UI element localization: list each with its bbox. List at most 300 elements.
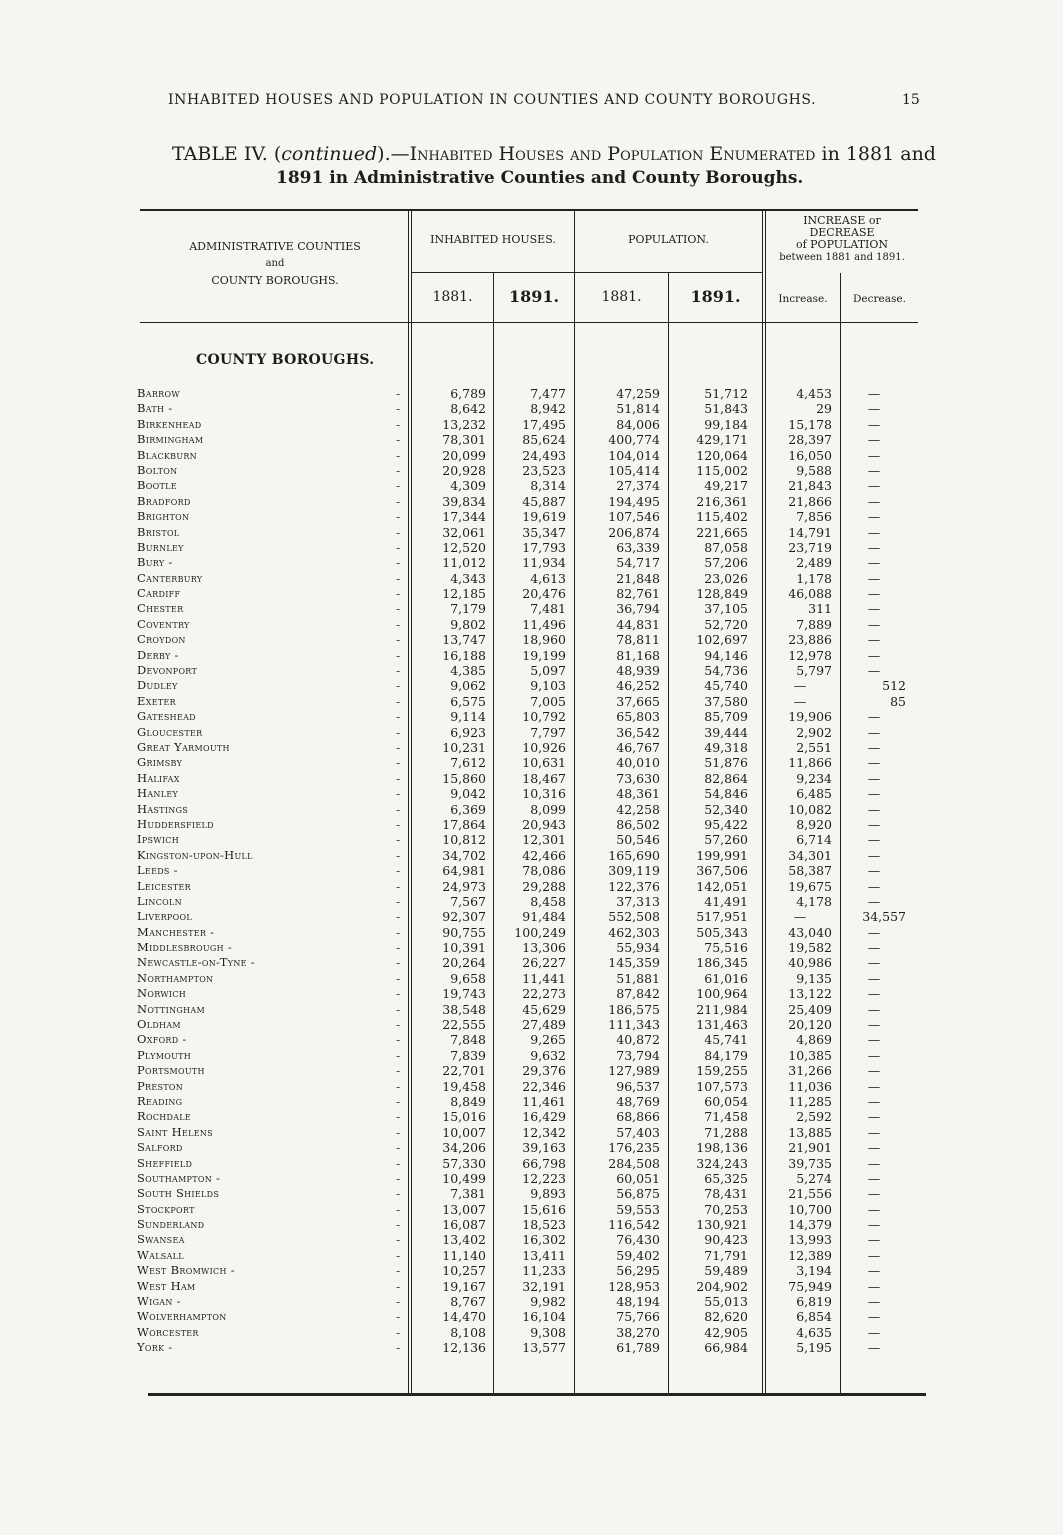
population-1891: 51,712	[704, 386, 748, 401]
houses-1881: 15,016	[442, 1109, 486, 1125]
population-1881: 56,875	[616, 1186, 660, 1202]
increase-value: 4,869	[796, 1032, 832, 1048]
houses-1881: 4,343	[450, 570, 486, 586]
population-1881: 87,842	[616, 986, 660, 1002]
borough-name: Chester	[137, 601, 184, 616]
houses-1891: 13,577	[522, 1340, 566, 1356]
houses-1881: 10,812	[442, 832, 486, 848]
houses-1881: 14,470	[442, 1309, 486, 1325]
leader-dash: -	[396, 816, 401, 832]
increase-value: 13,885	[788, 1124, 832, 1140]
decrease-value: —	[867, 1186, 881, 1202]
increase-value: 43,040	[788, 924, 832, 940]
table-bottom-rule	[148, 1393, 926, 1396]
houses-1891: 29,288	[522, 878, 566, 894]
decrease-value: —	[867, 940, 881, 956]
houses-1881: 6,789	[450, 386, 486, 401]
population-1881: 82,761	[616, 586, 660, 602]
population-1891: 142,051	[696, 878, 748, 894]
increase-value: 4,178	[796, 893, 832, 909]
leader-dash: -	[396, 786, 401, 802]
header-pop-1881: 1881.	[601, 289, 642, 305]
table-row	[0, 1079, 1063, 1094]
decrease-value: —	[867, 1170, 881, 1186]
header-of-population: of POPULATION	[795, 238, 889, 251]
houses-1891: 8,458	[530, 893, 566, 909]
leader-dash: -	[396, 416, 401, 432]
leader-dash: -	[396, 893, 401, 909]
table-row	[0, 1186, 1063, 1201]
decrease-value: —	[867, 555, 881, 571]
decrease-value: —	[867, 1078, 881, 1094]
increase-value: 3,194	[796, 1263, 832, 1279]
population-1891: 66,984	[704, 1340, 748, 1356]
leader-dash: -	[396, 693, 401, 709]
increase-value: 6,714	[796, 832, 832, 848]
leader-dash: -	[396, 1078, 401, 1094]
header-between: between 1881 and 1891.	[779, 252, 905, 263]
leader-dash: -	[396, 462, 401, 478]
table-row	[0, 725, 1063, 740]
table-row	[0, 663, 1063, 678]
houses-1891: 66,798	[522, 1155, 566, 1171]
increase-value: 6,854	[796, 1309, 832, 1325]
leader-dash: -	[396, 770, 401, 786]
borough-name: Reading	[137, 1093, 183, 1108]
increase-value: 14,379	[788, 1217, 832, 1233]
increase-value: 8,920	[796, 816, 832, 832]
population-1891: 107,573	[696, 1078, 748, 1094]
increase-value: 2,551	[796, 739, 832, 755]
population-1891: 59,489	[704, 1263, 748, 1279]
houses-1891: 10,316	[522, 786, 566, 802]
table-row	[0, 1248, 1063, 1263]
houses-1881: 9,062	[450, 678, 486, 694]
population-1891: 55,013	[704, 1294, 748, 1310]
population-1881: 40,872	[616, 1032, 660, 1048]
increase-value: 34,301	[788, 847, 832, 863]
population-1891: 37,105	[704, 601, 748, 617]
houses-1891: 9,893	[530, 1186, 566, 1202]
population-1891: 51,876	[704, 755, 748, 771]
population-1891: 324,243	[696, 1155, 748, 1171]
leader-dash: -	[396, 1155, 401, 1171]
population-1891: 429,171	[696, 432, 748, 448]
population-1891: 90,423	[704, 1232, 748, 1248]
borough-name: Croydon	[137, 632, 186, 647]
leader-dash: -	[396, 1294, 401, 1310]
leader-dash: -	[396, 601, 401, 617]
borough-name: Norwich	[137, 986, 187, 1001]
houses-1891: 11,461	[522, 1093, 566, 1109]
decrease-value: —	[867, 801, 881, 817]
borough-name: West Ham	[137, 1278, 196, 1293]
table-row	[0, 1109, 1063, 1124]
table-row	[0, 555, 1063, 570]
population-1891: 120,064	[696, 447, 748, 463]
decrease-value: —	[867, 524, 881, 540]
houses-1881: 13,007	[442, 1201, 486, 1217]
houses-1881: 8,849	[450, 1093, 486, 1109]
leader-dash: -	[396, 555, 401, 571]
population-1881: 59,553	[616, 1201, 660, 1217]
decrease-value: —	[867, 755, 881, 771]
houses-1881: 13,402	[442, 1232, 486, 1248]
borough-name: Sunderland	[137, 1217, 205, 1232]
houses-1881: 10,257	[442, 1263, 486, 1279]
table-row	[0, 709, 1063, 724]
increase-value: 2,592	[796, 1109, 832, 1125]
population-1891: 51,843	[704, 401, 748, 417]
title-small-caps: Inhabited Houses and Population Enumerated	[409, 143, 816, 165]
table-row	[0, 925, 1063, 940]
leader-dash: -	[396, 1278, 401, 1294]
increase-value: 14,791	[788, 524, 832, 540]
table-row	[0, 1217, 1063, 1232]
borough-name: Exeter	[137, 693, 176, 708]
leader-dash: -	[396, 955, 401, 971]
borough-name: Devonport	[137, 663, 198, 678]
decrease-value: —	[867, 955, 881, 971]
decrease-value: —	[867, 416, 881, 432]
leader-dash: -	[396, 1247, 401, 1263]
increase-value: 5,195	[796, 1340, 832, 1356]
decrease-value: —	[867, 847, 881, 863]
population-1881: 96,537	[616, 1078, 660, 1094]
table-row	[0, 586, 1063, 601]
houses-1881: 8,642	[450, 401, 486, 417]
houses-1881: 57,330	[442, 1155, 486, 1171]
leader-dash: -	[396, 878, 401, 894]
houses-1891: 19,199	[522, 647, 566, 663]
population-1881: 104,014	[608, 447, 660, 463]
houses-1881: 19,458	[442, 1078, 486, 1094]
leader-dash: -	[396, 801, 401, 817]
houses-1881: 34,206	[442, 1140, 486, 1156]
leader-dash: -	[396, 924, 401, 940]
population-1881: 81,168	[616, 647, 660, 663]
leader-dash: -	[396, 678, 401, 694]
houses-1891: 9,103	[530, 678, 566, 694]
houses-1891: 39,163	[522, 1140, 566, 1156]
houses-1891: 9,265	[530, 1032, 566, 1048]
population-1891: 87,058	[704, 539, 748, 555]
population-1891: 367,506	[696, 863, 748, 879]
increase-value: 1,178	[796, 570, 832, 586]
houses-1881: 12,185	[442, 586, 486, 602]
houses-1881: 10,231	[442, 739, 486, 755]
increase-value: —	[793, 693, 807, 709]
table-row	[0, 986, 1063, 1001]
table-row	[0, 463, 1063, 478]
houses-1891: 12,342	[522, 1124, 566, 1140]
borough-name: Lincoln	[137, 893, 182, 908]
increase-value: 58,387	[788, 863, 832, 879]
decrease-value: —	[867, 1001, 881, 1017]
decrease-value: —	[867, 1032, 881, 1048]
borough-name: Brighton	[137, 509, 190, 524]
population-1881: 55,934	[616, 940, 660, 956]
decrease-value: —	[867, 739, 881, 755]
header-county-boroughs: COUNTY BOROUGHS.	[211, 274, 339, 287]
population-1881: 48,769	[616, 1093, 660, 1109]
borough-name: Northampton	[137, 970, 214, 985]
houses-1881: 7,839	[450, 1047, 486, 1063]
title-prefix: TABLE IV. (	[172, 143, 282, 165]
population-1891: 78,431	[704, 1186, 748, 1202]
decrease-value: —	[867, 970, 881, 986]
population-1891: 517,951	[696, 909, 748, 925]
houses-1881: 64,981	[442, 863, 486, 879]
population-1891: 130,921	[696, 1217, 748, 1233]
population-1891: 37,580	[704, 693, 748, 709]
population-1891: 85,709	[704, 709, 748, 725]
houses-1881: 19,743	[442, 986, 486, 1002]
decrease-value: —	[867, 878, 881, 894]
leader-dash: -	[396, 709, 401, 725]
borough-name: Hanley	[137, 786, 179, 801]
leader-dash: -	[396, 1324, 401, 1340]
houses-1891: 9,308	[530, 1324, 566, 1340]
table-row	[0, 1125, 1063, 1140]
decrease-value: —	[867, 601, 881, 617]
decrease-value: —	[867, 386, 881, 401]
leader-dash: -	[396, 1093, 401, 1109]
table-row	[0, 571, 1063, 586]
table-row	[0, 678, 1063, 693]
table-row	[0, 879, 1063, 894]
increase-value: 9,135	[796, 970, 832, 986]
table-row	[0, 1017, 1063, 1032]
population-1881: 68,866	[616, 1109, 660, 1125]
header-inhabited-houses: INHABITED HOUSES.	[430, 233, 556, 246]
population-1891: 99,184	[704, 416, 748, 432]
houses-1881: 6,575	[450, 693, 486, 709]
decrease-value: 34,557	[862, 909, 906, 925]
increase-value: 4,635	[796, 1324, 832, 1340]
decrease-value: —	[867, 986, 881, 1002]
decrease-value: —	[867, 509, 881, 525]
leader-dash: -	[396, 832, 401, 848]
borough-name: Worcester	[137, 1324, 199, 1339]
header-bottom-rule	[140, 322, 918, 323]
leader-dash: -	[396, 1017, 401, 1033]
decrease-value: —	[867, 1324, 881, 1340]
table-row	[0, 740, 1063, 755]
houses-1891: 18,960	[522, 632, 566, 648]
header-population: POPULATION.	[628, 233, 709, 246]
houses-1881: 13,747	[442, 632, 486, 648]
borough-name: Preston	[137, 1078, 184, 1093]
decrease-value: —	[867, 586, 881, 602]
table-row	[0, 971, 1063, 986]
houses-1881: 92,307	[442, 909, 486, 925]
borough-name: Oldham	[137, 1017, 181, 1032]
houses-1891: 7,477	[530, 386, 566, 401]
table-row	[0, 1232, 1063, 1247]
table-row	[0, 786, 1063, 801]
population-1881: 194,495	[608, 493, 660, 509]
header-houses-1891: 1891.	[508, 287, 560, 306]
houses-1881: 11,012	[442, 555, 486, 571]
population-1891: 505,343	[696, 924, 748, 940]
increase-value: 31,266	[788, 1063, 832, 1079]
table-row	[0, 1094, 1063, 1109]
decrease-value: —	[867, 1232, 881, 1248]
header-increase: Increase.	[778, 293, 828, 305]
borough-name: Wigan -	[137, 1294, 181, 1309]
population-1881: 284,508	[608, 1155, 660, 1171]
houses-1881: 7,179	[450, 601, 486, 617]
leader-dash: -	[396, 847, 401, 863]
leader-dash: -	[396, 401, 401, 417]
population-1891: 95,422	[704, 816, 748, 832]
borough-name: Birmingham	[137, 432, 204, 447]
decrease-value: —	[867, 770, 881, 786]
population-1891: 115,402	[696, 509, 748, 525]
increase-value: 7,856	[796, 509, 832, 525]
borough-name: Middlesbrough -	[137, 940, 233, 955]
population-1881: 60,051	[616, 1170, 660, 1186]
population-1891: 45,740	[704, 678, 748, 694]
houses-1891: 17,495	[522, 416, 566, 432]
houses-1891: 12,301	[522, 832, 566, 848]
leader-dash: -	[396, 986, 401, 1002]
population-1881: 48,194	[616, 1294, 660, 1310]
houses-1891: 26,227	[522, 955, 566, 971]
leader-dash: -	[396, 1140, 401, 1156]
population-1881: 552,508	[608, 909, 660, 925]
houses-1881: 78,301	[442, 432, 486, 448]
houses-1881: 19,167	[442, 1278, 486, 1294]
houses-1881: 4,309	[450, 478, 486, 494]
table-title	[172, 143, 936, 165]
population-1881: 65,803	[616, 709, 660, 725]
houses-1881: 9,042	[450, 786, 486, 802]
houses-1881: 7,381	[450, 1186, 486, 1202]
borough-name: Bristol	[137, 524, 180, 539]
header-admin-counties: ADMINISTRATIVE COUNTIES	[189, 240, 361, 253]
houses-1881: 90,755	[442, 924, 486, 940]
leader-dash: -	[396, 739, 401, 755]
borough-name: Rochdale	[137, 1109, 192, 1124]
increase-value: 21,556	[788, 1186, 832, 1202]
increase-value: —	[793, 909, 807, 925]
houses-1891: 11,934	[522, 555, 566, 571]
leader-dash: -	[396, 909, 401, 925]
houses-1891: 22,346	[522, 1078, 566, 1094]
table-subtitle: 1891 in Administrative Counties and County Boroughs.	[276, 168, 804, 188]
houses-1881: 32,061	[442, 524, 486, 540]
decrease-value: —	[867, 478, 881, 494]
table-row	[0, 386, 1063, 401]
borough-name: Salford	[137, 1140, 183, 1155]
houses-1881: 10,499	[442, 1170, 486, 1186]
decrease-value: —	[867, 1263, 881, 1279]
population-1891: 82,864	[704, 770, 748, 786]
leader-dash: -	[396, 616, 401, 632]
borough-name: Bradford	[137, 493, 191, 508]
houses-1881: 7,567	[450, 893, 486, 909]
population-1891: 216,361	[696, 493, 748, 509]
population-1881: 309,119	[608, 863, 660, 879]
decrease-value: —	[867, 1047, 881, 1063]
population-1891: 52,340	[704, 801, 748, 817]
table-body	[0, 386, 1063, 1356]
borough-name: Manchester -	[137, 924, 215, 939]
population-1881: 21,848	[616, 570, 660, 586]
leader-dash: -	[396, 724, 401, 740]
houses-1891: 8,099	[530, 801, 566, 817]
houses-1881: 9,658	[450, 970, 486, 986]
increase-value: 29	[816, 401, 832, 417]
leader-dash: -	[396, 509, 401, 525]
houses-1881: 15,860	[442, 770, 486, 786]
houses-1891: 11,496	[522, 616, 566, 632]
borough-name: Wolverhampton	[137, 1309, 227, 1324]
increase-value: 5,797	[796, 663, 832, 679]
increase-value: 39,735	[788, 1155, 832, 1171]
header-and: and	[265, 258, 285, 269]
table-row	[0, 417, 1063, 432]
decrease-value: —	[867, 539, 881, 555]
borough-name: Swansea	[137, 1232, 185, 1247]
subheader-rule	[412, 272, 762, 273]
leader-dash: -	[396, 1063, 401, 1079]
table-row	[0, 1309, 1063, 1324]
increase-value: 20,120	[788, 1017, 832, 1033]
population-1891: 65,325	[704, 1170, 748, 1186]
leader-dash: -	[396, 970, 401, 986]
houses-1881: 11,140	[442, 1247, 486, 1263]
population-1881: 38,270	[616, 1324, 660, 1340]
houses-1891: 9,632	[530, 1047, 566, 1063]
leader-dash: -	[396, 1170, 401, 1186]
decrease-value: 85	[890, 693, 906, 709]
borough-name: Plymouth	[137, 1047, 192, 1062]
leader-dash: -	[396, 940, 401, 956]
table-row	[0, 648, 1063, 663]
population-1891: 71,791	[704, 1247, 748, 1263]
population-1881: 36,794	[616, 601, 660, 617]
borough-name: Saint Helens	[137, 1124, 213, 1139]
population-1891: 204,902	[696, 1278, 748, 1294]
houses-1891: 10,631	[522, 755, 566, 771]
houses-1891: 45,887	[522, 493, 566, 509]
header-houses-1881: 1881.	[432, 289, 473, 305]
houses-1881: 22,701	[442, 1063, 486, 1079]
leader-dash: -	[396, 663, 401, 679]
decrease-value: —	[867, 647, 881, 663]
population-1891: 54,736	[704, 663, 748, 679]
borough-name: Derby -	[137, 647, 179, 662]
increase-value: 12,389	[788, 1247, 832, 1263]
houses-1891: 18,467	[522, 770, 566, 786]
population-1881: 73,794	[616, 1047, 660, 1063]
borough-name: Burnley	[137, 539, 184, 554]
increase-value: 311	[808, 601, 832, 617]
houses-1891: 16,429	[522, 1109, 566, 1125]
leader-dash: -	[396, 1201, 401, 1217]
population-1881: 76,430	[616, 1232, 660, 1248]
section-heading: COUNTY BOROUGHS.	[196, 352, 375, 368]
houses-1891: 5,097	[530, 663, 566, 679]
houses-1881: 17,864	[442, 816, 486, 832]
population-1881: 37,665	[616, 693, 660, 709]
title-continued: continued	[281, 143, 378, 165]
increase-value: 4,453	[796, 386, 832, 401]
houses-1881: 12,136	[442, 1340, 486, 1356]
